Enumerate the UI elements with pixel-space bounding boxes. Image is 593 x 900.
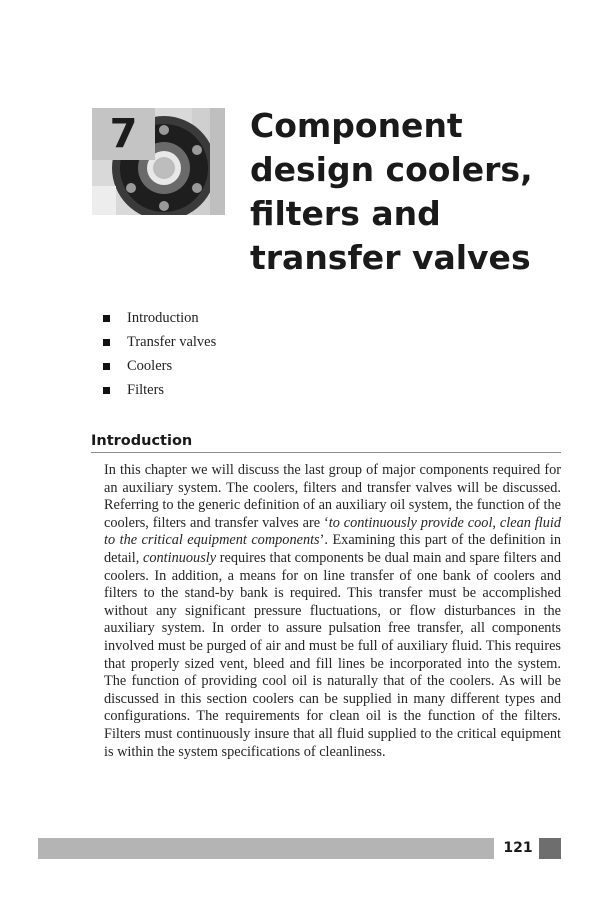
square-bullet-icon xyxy=(103,315,110,322)
footer-bar xyxy=(38,838,494,859)
list-item-label: Introduction xyxy=(127,309,199,326)
chapter-number: 7 xyxy=(92,108,155,160)
chapter-opener-image xyxy=(92,108,225,215)
square-bullet-icon xyxy=(103,339,110,346)
list-item xyxy=(103,378,216,402)
list-item xyxy=(103,306,216,330)
list-item-label: Transfer valves xyxy=(127,333,217,350)
italic-emphasis: to continuously provide cool, clean fluid to the critical equipment components xyxy=(104,514,561,549)
list-item-label: Filters xyxy=(127,381,165,398)
italic-emphasis: continuously xyxy=(143,549,217,566)
list-item xyxy=(103,354,216,378)
square-bullet-icon xyxy=(103,363,110,370)
page-number: 121 xyxy=(503,840,533,856)
chapter-title: Component design coolers, filters and transfer valves xyxy=(250,106,533,277)
square-bullet-icon xyxy=(103,387,110,394)
list-item xyxy=(103,330,216,354)
list-item-label: Coolers xyxy=(127,357,173,374)
paragraph-text: requires that components be dual main and spare filters and coolers. In addition, a means for on line transfer of one bank of coolers and filters to the stand-by bank is required. This transfer must be accomplished without any significant pressure fluctuations, or flow disturbances in the auxiliary system. In order to assure pulsation free transfer, all components involved must be purged of air and must be full of auxiliary fluid. This requires that properly sized vent, bleed and fill lines be incorporated into the system. The function of providing cool oil is naturally that of the coolers. As will be discussed in this section coolers can be supplied in many different types and configurations. The requirements for clean oil is the function of the filters. Filters must continuously insure that all fluid supplied to the critical equipment is within the system specifications of cleanliness. xyxy=(104,549,561,760)
section-heading: Introduction xyxy=(91,433,561,453)
paragraph-text: In this chapter we will discuss the last group of major components required for an auxiliary system. The coolers, filters and transfer valves will be discussed. Referring to the generic definition of an auxiliary oil system, the function of the coolers, filters and transfer valves are ‘ xyxy=(104,462,561,531)
footer-block xyxy=(539,838,561,859)
chapter-contents-list xyxy=(103,306,216,402)
paragraph-text: ’. Examining this part of the definition in detail, xyxy=(104,532,562,566)
body-paragraph xyxy=(104,462,561,761)
